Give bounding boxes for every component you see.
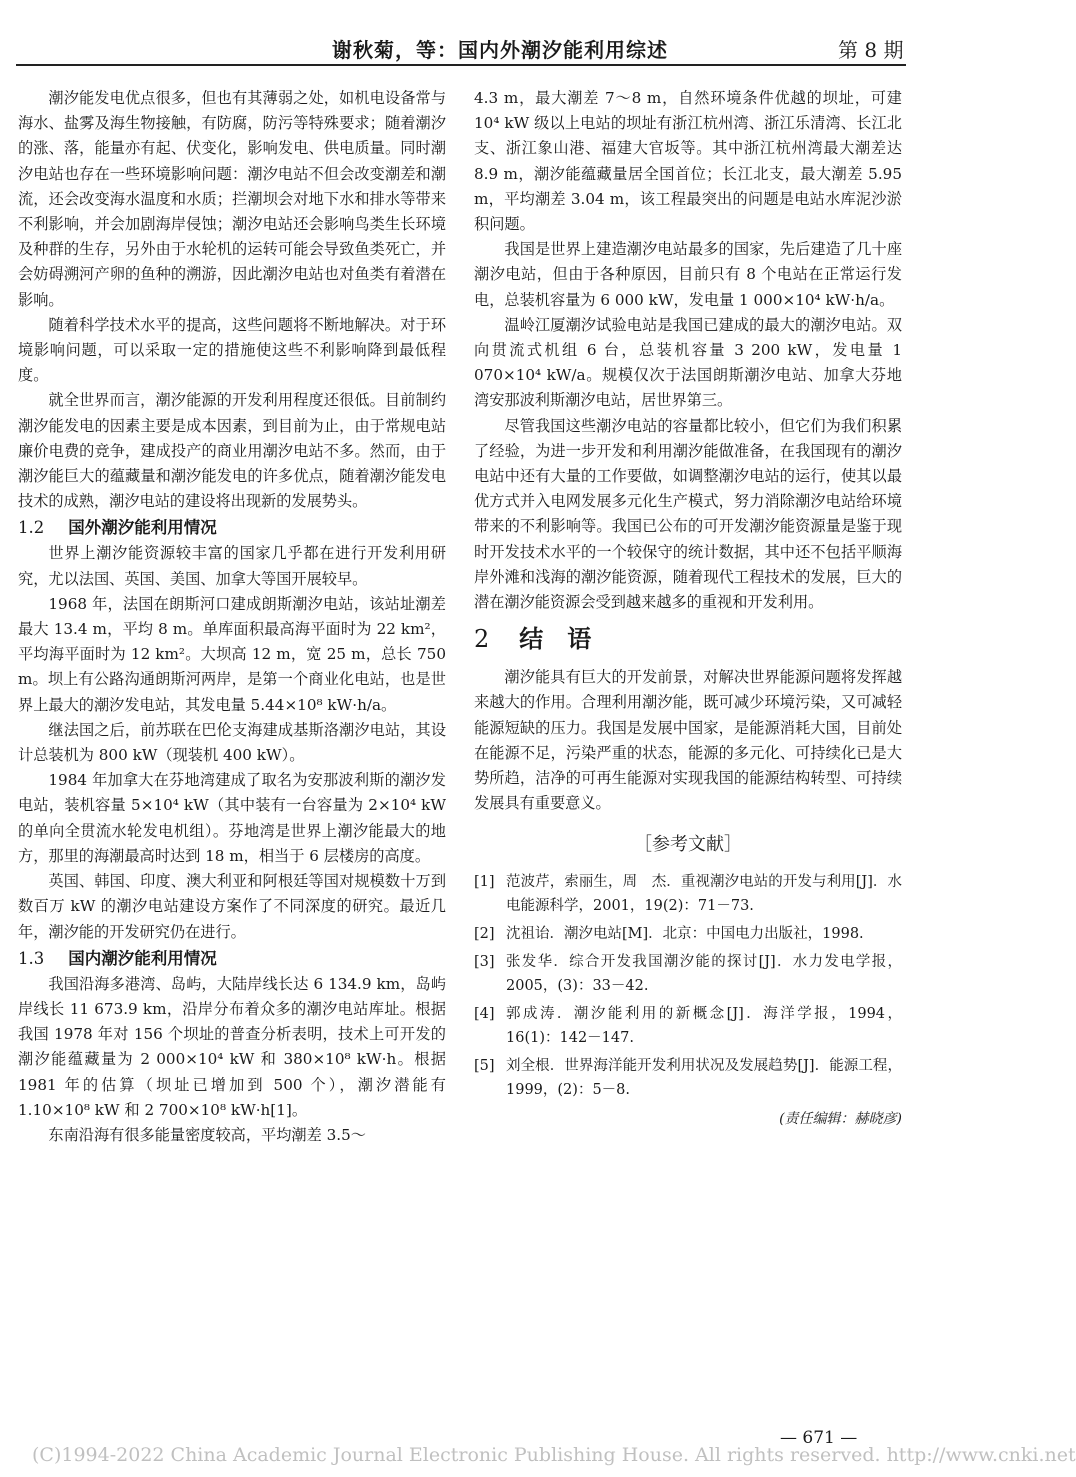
paragraph: 潮汐能发电优点很多，但也有其薄弱之处，如机电设备常与海水、盐雾及海生物接触，有防腐，防污等特殊要求；随着潮汐的涨、落，能量亦有起、伏变化，影响发电、供电质量。同时潮汐电站也存在一些环境影响问题：潮汐电站不但会改变潮差和潮流，还会改变海水温度和水质；拦潮坝会对地下水和排水等带来不利影响，并会加剧海岸侵蚀；潮汐电站还会影响鸟类生长环境及种群的生存，另外由于水轮机的运转可能会导致鱼类死亡，并会妨碍溯河产卵的鱼种的溯游，因此潮汐电站也对鱼类有着潜在影响。 bbox=[18, 89, 446, 309]
section-heading-1-2 bbox=[18, 514, 446, 541]
reference-item bbox=[474, 870, 902, 918]
right-column bbox=[474, 86, 902, 1132]
paragraph: 1984 年加拿大在芬地湾建成了取名为安那波利斯的潮汐发电站，装机容量 5×10⁴ kW（其中装有一台容量为 2×10⁴ kW 的单向全贯流水轮发电机组）。芬地湾是世界上潮汐能最大的地方，那里的海潮最高时达到 18 m，相当于 6 层楼房的高度。 bbox=[18, 771, 446, 865]
section-title: 结 语 bbox=[519, 624, 592, 654]
paragraph: 东南沿海有很多能量密度较高，平均潮差 3.5～ bbox=[48, 1125, 366, 1144]
reference-text: 范波芹，索丽生，周 杰．重视潮汐电站的开发与利用[J]．水电能源科学，2001，19(2)：71－73. bbox=[506, 874, 902, 915]
paragraph: 就全世界而言，潮汐能源的开发利用程度还很低。目前制约潮汐能发电的因素主要是成本因素，到目前为止，由于常规电站廉价电费的竞争，建成投产的商业用潮汐电站不多。然而，由于潮汐能巨大的蕴藏量和潮汐能发电的许多优点，随着潮汐能发电技术的成熟，潮汐电站的建设将出现新的发展势头。 bbox=[18, 391, 446, 511]
paragraph: 温岭江厦潮汐试验电站是我国已建成的最大的潮汐电站。双向贯流式机组 6 台，总装机容量 3 200 kW，发电量 1 070×10⁴ kW/a。规模仅次于法国朗斯潮汐电站、加拿大芬地湾安那波利斯潮汐电站，居世界第三。 bbox=[474, 315, 902, 410]
section-heading-2 bbox=[474, 619, 902, 659]
reference-item bbox=[474, 1002, 902, 1050]
paragraph: 我国沿海多港湾、岛屿，大陆岸线长达 6 134.9 km，岛屿岸线长 11 673.9 km，沿岸分布着众多的潮汐电站库址。根据我国 1978 年对 156 个坝址的普查分析表明，技术上可开发的潮汐能蕴藏量为 2 000×10⁴ kW 和 380×10⁸ kW·h。根据 1981 年的估算（坝址已增加到 500 个），潮汐潜能有 1.10×10⁸ kW 和 2 700×10⁸ kW·h[1]。 bbox=[18, 974, 446, 1119]
page-header bbox=[16, 14, 936, 66]
reference-text: 刘全根．世界海洋能开发利用状况及发展趋势[J]．能源工程，1999，(2)：5－8. bbox=[506, 1058, 902, 1099]
reference-number: [4] bbox=[474, 1006, 495, 1023]
paragraph: 世界上潮汐能资源较丰富的国家几乎都在进行开发利用研究，尤以法国、英国、美国、加拿大等国开展较早。 bbox=[18, 544, 446, 588]
reference-number: [5] bbox=[474, 1058, 495, 1075]
paragraph: 潮汐能具有巨大的开发前景，对解决世界能源问题将发挥越来越大的作用。合理利用潮汐能，既可减少环境污染，又可减轻能源短缺的压力。我国是发展中国家，是能源消耗大国，目前处在能源不足，污染严重的状态，能源的多元化、可持续化已是大势所趋，洁净的可再生能源对实现我国的能源结构转型、可持续发展具有重要意义。 bbox=[474, 668, 902, 813]
paragraph: 随着科学技术水平的提高，这些问题将不断地解决。对于环境影响问题，可以采取一定的措施使这些不利影响降到最低程度。 bbox=[18, 315, 446, 385]
page-footer bbox=[0, 1428, 1076, 1468]
section-number: 2 bbox=[474, 625, 490, 654]
reference-number: [2] bbox=[474, 926, 495, 943]
paragraph: 1968 年，法国在朗斯河口建成朗斯潮汐电站，该站址潮差最大 13.4 m，平均 8 m。单库面积最高海平面时为 22 km²，平均海平面时为 12 km²。大坝高 12 m，宽 25 m，总长 750 m。坝上有公路沟通朗斯河两岸，是第一个商业化电站，也是世界上最大的潮汐发电站，其发电量 5.44×10⁸ kW·h/a。 bbox=[18, 594, 446, 714]
section-number: 1.2 bbox=[18, 518, 45, 538]
issue-number: 第 8 期 bbox=[838, 38, 904, 62]
section-number: 1.3 bbox=[18, 948, 45, 968]
reference-text: 张发华．综合开发我国潮汐能的探讨[J]．水力发电学报，2005，(3)：33－42. bbox=[506, 954, 902, 995]
paragraph: 我国是世界上建造潮汐电站最多的国家，先后建造了几十座潮汐电站，但由于各种原因，目前只有 8 个电站在正常运行发电，总装机容量为 6 000 kW，发电量 1 000×10⁴ kW·h/a。 bbox=[474, 240, 902, 309]
paragraph: 继法国之后，前苏联在巴伦支海建成基斯洛潮汐电站，其设计总装机为 800 kW（现装机 400 kW）。 bbox=[18, 720, 446, 765]
copyright-watermark: (C)1994-2022 China Academic Journal Electronic Publishing House. All rights reserved. http://www.cnki.net bbox=[32, 1444, 1076, 1466]
responsible-editor: (责任编辑：赫晓彦) bbox=[779, 1111, 902, 1128]
references-title: ［参考文献］ bbox=[634, 834, 742, 856]
reference-text: 郭成涛．潮汐能利用的新概念[J]．海洋学报，1994，16(1)：142－147. bbox=[506, 1006, 902, 1047]
reference-text: 沈祖诒．潮汐电站[M]．北京：中国电力出版社，1998. bbox=[506, 926, 864, 943]
paragraph: 尽管我国这些潮汐电站的容量都比较小，但它们为我们积累了经验，为进一步开发和利用潮汐能做准备，在我国现有的潮汐电站中还有大量的工作要做，如调整潮汐电站的运行，使其以最优方式并入电网发展多元化生产模式，努力消除潮汐电站给环境带来的不利影响等。我国已公布的可开发潮汐能资源量是鉴于现时开发技术水平的一个较保守的统计数据，其中还不包括平顺海岸外滩和浅海的潮汐能资源，随着现代工程技术的发展，巨大的潜在潮汐能资源会受到越来越多的重视和开发利用。 bbox=[474, 416, 902, 612]
reference-list bbox=[474, 870, 902, 1102]
reference-item bbox=[474, 1054, 902, 1102]
reference-item bbox=[474, 922, 902, 946]
reference-item bbox=[474, 950, 902, 998]
header-divider bbox=[16, 64, 906, 66]
running-title: 谢秋菊，等：国内外潮汐能利用综述 bbox=[332, 38, 668, 62]
paragraph: 英国、韩国、印度、澳大利亚和阿根廷等国对规模数十万到数百万 kW 的潮汐电站建设方案作了不同深度的研究。最近几年，潮汐能的开发研究仍在进行。 bbox=[18, 872, 446, 941]
page-number: — 671 — bbox=[780, 1428, 858, 1448]
section-title: 国内潮汐能利用情况 bbox=[68, 948, 217, 968]
section-title: 国外潮汐能利用情况 bbox=[68, 518, 217, 538]
reference-number: [1] bbox=[474, 874, 495, 891]
paragraph: 4.3 m，最大潮差 7～8 m，自然环境条件优越的坝址，可建 10⁴ kW 级以上电站的坝址有浙江杭州湾、浙江乐清湾、长江北支、浙江象山港、福建大官坂等。其中浙江杭州湾最大潮差达 8.9 m，潮汐能蕴藏量居全国首位；长江北支，最大潮差 5.95 m，平均潮差 3.04 m，该工程最突出的问题是电站水库泥沙淤积问题。 bbox=[474, 89, 902, 234]
reference-number: [3] bbox=[474, 954, 495, 971]
left-column bbox=[18, 86, 446, 1148]
section-heading-1-3 bbox=[18, 945, 446, 972]
